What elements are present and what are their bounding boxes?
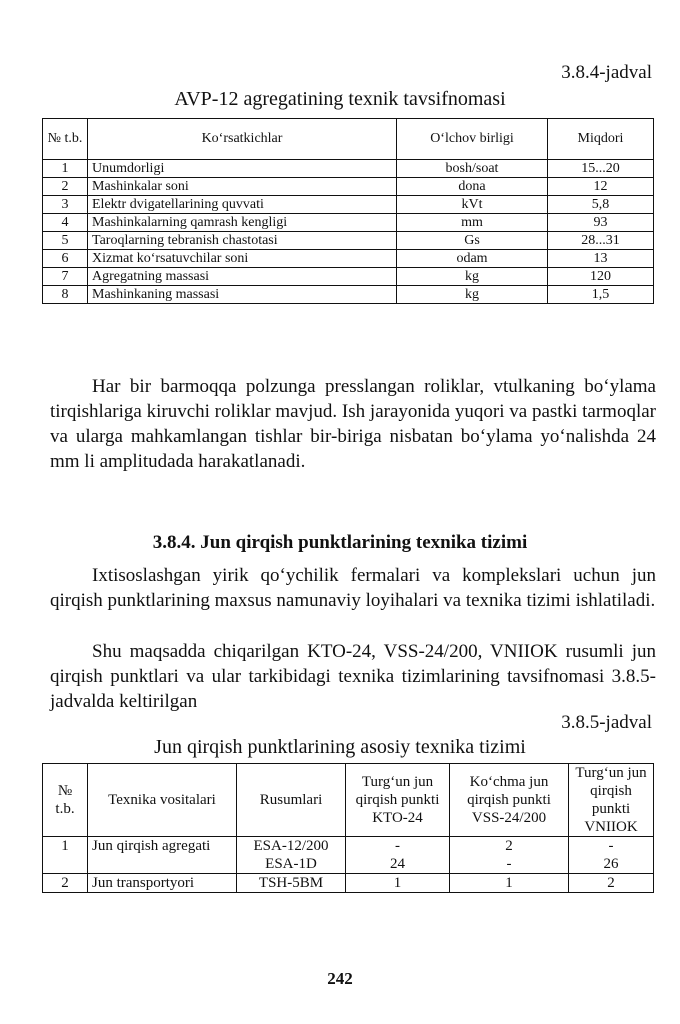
cell-vniiok [569, 837, 654, 874]
cell-indicator: Taroqlarning tebranish chastotasi [88, 232, 397, 250]
page-number: 242 [327, 969, 353, 988]
cell-tool-name: Jun qirqish agregati [88, 837, 237, 874]
cell-unit: kVt [397, 196, 548, 214]
cell-unit: kg [397, 268, 548, 286]
table1-header-value: Miqdori [548, 119, 654, 160]
cell-value: 1,5 [548, 286, 654, 304]
cell-value: 28...31 [548, 232, 654, 250]
cell-qty: - [608, 838, 614, 854]
table1-header-unit: O‘lchov birligi [397, 119, 548, 160]
cell-num: 7 [43, 268, 88, 286]
cell-indicator: Mashinkalarning qamrash kengligi [88, 214, 397, 232]
table2-caption: 3.8.5-jadval [561, 712, 652, 733]
cell-indicator: Agregatning massasi [88, 268, 397, 286]
cell-model: ESA-12/200 [253, 838, 329, 854]
table1 [42, 118, 654, 304]
cell-model: ESA-1D [265, 856, 317, 872]
cell-qty: 1 [505, 875, 513, 891]
table2-header-vniiok: Turg‘un jun qirqish punkti VNIIOK [569, 764, 654, 837]
cell-value: 93 [548, 214, 654, 232]
table-row [43, 214, 654, 232]
cell-kto [346, 874, 450, 893]
cell-qty: - [395, 838, 400, 854]
table2-header-num: № t.b. [43, 764, 88, 837]
paragraph-purpose: Shu maqsadda chiqarilgan KTO-24, VSS-24/200, VNIIOK rusumli jun qirqish punktlari va ular tarkibidagi texnika tizimlarining tavsifnomasi 3.8.5-jadvalda keltirilgan [50, 641, 656, 712]
table-row [43, 178, 654, 196]
cell-num: 2 [43, 178, 88, 196]
cell-vss [450, 837, 569, 874]
table-row [43, 250, 654, 268]
cell-num: 1 [43, 160, 88, 178]
cell-qty: 26 [603, 856, 619, 872]
cell-value: 13 [548, 250, 654, 268]
table-row [43, 874, 654, 893]
cell-indicator: Mashinkaning massasi [88, 286, 397, 304]
cell-qty: 24 [390, 856, 405, 872]
cell-unit: bosh/soat [397, 160, 548, 178]
cell-qty: 2 [607, 875, 615, 891]
table1-header-num: № t.b. [43, 119, 88, 160]
cell-model: TSH-5BM [258, 875, 324, 891]
table-row [43, 160, 654, 178]
section-heading: 3.8.4. Jun qirqish punktlarining texnika tizimi [152, 532, 528, 553]
table1-title: AVP-12 agregatining texnik tavsifnomasi [174, 88, 506, 110]
table2-header-vss: Ko‘chma jun qirqish punkti VSS-24/200 [450, 764, 569, 837]
cell-qty: - [506, 856, 512, 872]
table-row [43, 268, 654, 286]
table1-caption: 3.8.4-jadval [561, 62, 652, 83]
table-row [43, 837, 654, 874]
table2-header-kto: Turg‘un jun qirqish punkti KTO-24 [346, 764, 450, 837]
cell-indicator: Unumdorligi [88, 160, 397, 178]
cell-value: 12 [548, 178, 654, 196]
table1-header-row [43, 119, 654, 160]
table2-title: Jun qirqish punktlarining asosiy texnika tizimi [154, 736, 526, 758]
table2-header-row [43, 764, 654, 837]
cell-unit: mm [397, 214, 548, 232]
cell-num: 3 [43, 196, 88, 214]
cell-tool-name: Jun transportyori [88, 874, 237, 893]
table-row [43, 232, 654, 250]
cell-vss [450, 874, 569, 893]
cell-vniiok [569, 874, 654, 893]
cell-num: 4 [43, 214, 88, 232]
cell-num: 6 [43, 250, 88, 268]
cell-qty: 1 [393, 875, 402, 891]
table1-header-indicator: Ko‘rsatkichlar [88, 119, 397, 160]
cell-models [237, 874, 346, 893]
cell-indicator: Xizmat ko‘rsatuvchilar soni [88, 250, 397, 268]
table-row [43, 196, 654, 214]
cell-num: 5 [43, 232, 88, 250]
cell-unit: dona [397, 178, 548, 196]
table-row [43, 286, 654, 304]
paragraph-specialized: Ixtisoslashgan yirik qo‘ychilik fermalari va komplekslari uchun jun qirqish punktlarining maxsus namunaviy loyihalari va texnika tizimi ishlatiladi. [50, 565, 656, 611]
cell-models [237, 837, 346, 874]
cell-unit: odam [397, 250, 548, 268]
table2-header-tools: Texnika vositalari [88, 764, 237, 837]
cell-indicator: Elektr dvigatellarining quvvati [88, 196, 397, 214]
cell-value: 5,8 [548, 196, 654, 214]
cell-kto [346, 837, 450, 874]
cell-value: 15...20 [548, 160, 654, 178]
cell-num: 8 [43, 286, 88, 304]
cell-unit: kg [397, 286, 548, 304]
table2-header-models: Rusumlari [237, 764, 346, 837]
cell-qty: 2 [505, 838, 513, 854]
cell-unit: Gs [397, 232, 548, 250]
cell-num: 1 [43, 837, 88, 874]
paragraph-rollers: Har bir barmoqqa polzunga presslangan roliklar, vtulkaning bo‘ylama tirqishlariga kiruvchi roliklar mavjud. Ish jarayonida yuqori va pastki tarmoqlar va ularga mahkamlangan tishlar bir-biriga nisbatan bo‘ylama yo‘nalishda 24 mm li amplitudada harakatlanadi. [50, 376, 656, 472]
cell-value: 120 [548, 268, 654, 286]
cell-indicator: Mashinkalar soni [88, 178, 397, 196]
cell-num: 2 [43, 874, 88, 893]
table2 [42, 763, 654, 893]
